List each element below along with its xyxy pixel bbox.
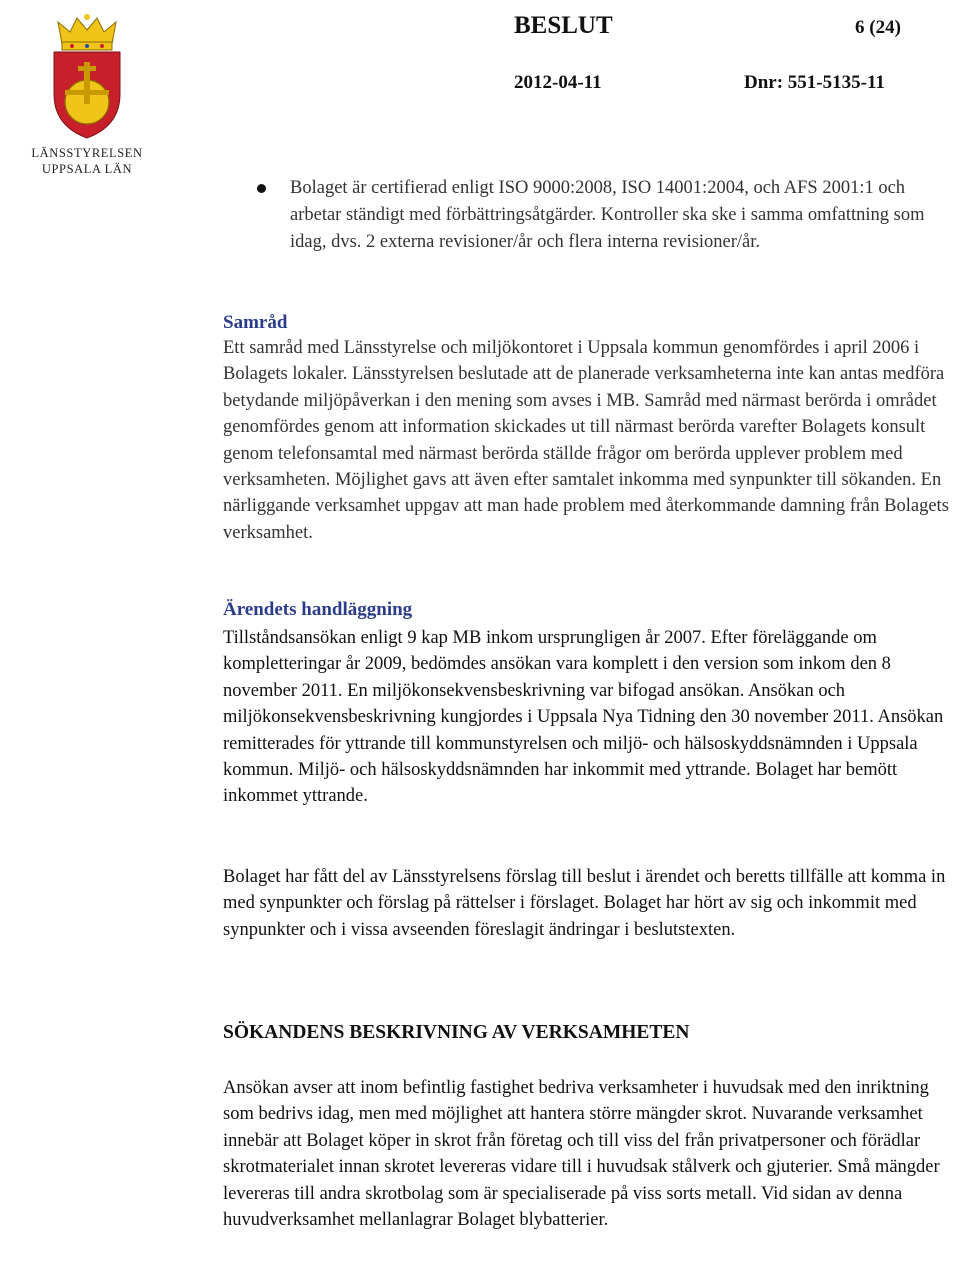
bullet-icon xyxy=(257,184,266,193)
section-heading-arendets-handlaggning: Ärendets handläggning xyxy=(223,599,413,620)
paragraph-samrad: Ett samråd med Länsstyrelse och miljökontoret i Uppsala kommun genomfördes i april 2006 i Bolagets lokaler. Länsstyrelsen beslutade att de planerade verksamheterna inte kan antas medföra betydande miljöpåverkan i den mening som avses i MB. Samråd med närmast berörda i området genomfördes genom att information skickades ut till närmast berörda varefter Bolagets konsult genom telefonsamtal med närmast berörda ställde frågor om berörda upplever problem med verksamheten. Möjlighet gavs att även efter samtalet inkomma med synpunkter till sökanden. En närliggande verksamhet uppgav att man hade problem med återkommande damning från Bolagets verksamhet. xyxy=(223,338,949,543)
paragraph-sokandens-beskrivning: Ansökan avser att inom befintlig fastighet bedriva verksamheter i huvudsak med den inriktning som bedrivs idag, men med möjlighet att hantera större mängder skrot. Nuvarande verksamhet innebär att Bolaget köper in skrot från företag och till viss del från privatpersoner och förädlar skrotmaterialet innan skrotet levereras vidare till i huvudsak stålverk och gjuterier. Små mängder levereras till andra skrotbolag som är specialiserade på viss sorts metall. Vid sidan av denna huvudverksamhet mellanlagrar Bolaget blybatterier. xyxy=(223,1078,940,1231)
document-type: BESLUT xyxy=(514,12,613,39)
paragraph-arendets-handlaggning: Tillståndsansökan enligt 9 kap MB inkom ursprungligen år 2007. Efter föreläggande om kompletteringar år 2009, bedömdes ansökan vara komplett i den version som inkom den 8 november 2011. En miljökonsekvensbeskrivning var bifogad ansökan. Ansökan och miljökonsekvensbeskrivning kungjordes i Uppsala Nya Tidning den 30 november 2011. Ansökan remitterades för yttrande till kommunstyrelsen och miljö- och hälsoskyddsnämnden i Uppsala kommun. Miljö- och hälsoskyddsnämnden har inkommit med yttrande. Bolaget har bemött inkommet yttrande. xyxy=(223,628,944,807)
bullet-item-certification: Bolaget är certifierad enligt ISO 9000:2008, ISO 14001:2004, och AFS 2001:1 och arbetar ständigt med förbättringsåtgärder. Kontroller ska ske i samma omfattning som idag, dvs. 2 externa revisioner/år och flera interna revisioner/år. xyxy=(290,178,925,252)
crest-icon xyxy=(48,14,126,139)
document-date: 2012-04-11 xyxy=(514,72,602,93)
org-name-line1: LÄNSSTYRELSEN xyxy=(31,146,143,160)
org-name-line2: UPPSALA LÄN xyxy=(41,162,133,176)
section-heading-samrad: Samråd xyxy=(223,312,288,333)
page-number: 6 (24) xyxy=(855,17,901,38)
lansstyrelsen-logo xyxy=(18,14,156,184)
document-dnr: Dnr: 551-5135-11 xyxy=(744,72,885,93)
section-heading-sokandens-beskrivning: SÖKANDENS BESKRIVNING AV VERKSAMHETEN xyxy=(223,1022,690,1043)
paragraph-bolaget-synpunkter: Bolaget har fått del av Länsstyrelsens förslag till beslut i ärendet och beretts tillfälle att komma in med synpunkter och förslag på rättelser i förslaget. Bolaget har hört av sig och inkommit med synpunkter och i vissa avseenden föreslagit ändringar i beslutstexten. xyxy=(223,867,946,940)
